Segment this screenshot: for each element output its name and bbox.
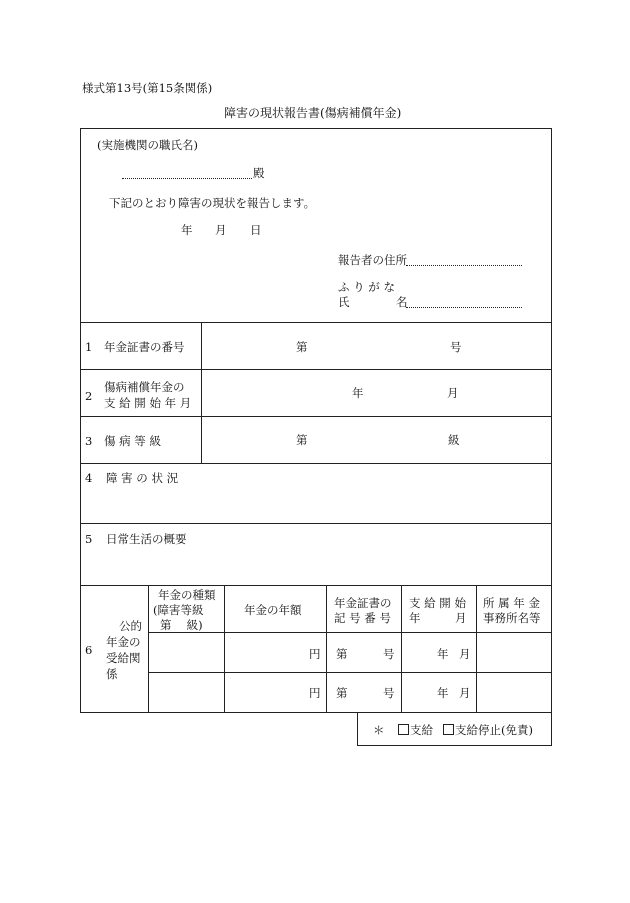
cert-dai: 第 (336, 686, 348, 700)
row-divider (80, 463, 552, 464)
row2-label-line2: 支 給 開 始 年 月 (104, 396, 192, 410)
header-office-line2: 事務所名等 (483, 611, 541, 625)
daily-life-summary-field[interactable] (81, 548, 551, 584)
checkbox-pay[interactable] (398, 724, 409, 735)
row1-label: 年金証書の番号 (104, 340, 185, 354)
payment-start-field[interactable] (202, 370, 551, 416)
row3-dai: 第 (296, 433, 308, 447)
date-month-label: 月 (215, 223, 227, 237)
row6-label-line4: 係 (106, 667, 118, 681)
cert-go: 号 (383, 686, 395, 700)
header-pension-type-line1: 年金の種類 (158, 588, 216, 602)
office-name-field[interactable] (477, 673, 551, 712)
row1-go: 号 (450, 340, 462, 354)
row5-number: 5 (85, 532, 93, 546)
row3-kyu: 級 (448, 433, 460, 447)
yen-unit: 円 (309, 686, 321, 700)
row1-dai: 第 (296, 340, 308, 354)
address-label: 報告者の住所 (338, 253, 407, 267)
row6-label-line2: 年金の (106, 635, 141, 649)
name-label-2: 名 (396, 295, 408, 309)
header-pension-type-line2: (障害等級 (153, 603, 204, 617)
disability-status-field[interactable] (81, 486, 551, 522)
date-year-label: 年 (181, 223, 193, 237)
row2-year: 年 (352, 386, 364, 400)
agency-label: (実施機関の職氏名) (97, 138, 198, 152)
option-stop[interactable] (443, 723, 533, 737)
header-start-line2: 年 月 (409, 611, 467, 625)
agency-name-field[interactable] (122, 178, 252, 179)
header-pension-type-line3: 第 級) (160, 618, 203, 632)
start-year: 年 (437, 686, 449, 700)
address-field[interactable] (406, 265, 522, 266)
row1-number: 1 (85, 340, 93, 354)
header-cert-number-line1: 年金証書の (334, 596, 392, 610)
yen-unit: 円 (309, 647, 321, 661)
checkbox-stop[interactable] (443, 724, 454, 735)
name-field[interactable] (406, 307, 522, 308)
option-stop-label: 支給停止(免責) (455, 723, 533, 737)
document-title: 障害の現状報告書(傷病補償年金) (224, 106, 402, 120)
report-statement: 下記のとおり障害の現状を報告します。 (109, 196, 316, 210)
header-annual-amount: 年金の年額 (244, 603, 302, 617)
row5-label: 日常生活の概要 (106, 532, 187, 546)
header-cert-number-line2: 記 号 番 号 (334, 611, 391, 625)
start-month: 月 (459, 647, 471, 661)
header-office-line1: 所 属 年 金 (483, 596, 540, 610)
furigana-label: ふ り が な (338, 280, 395, 294)
option-pay[interactable] (398, 723, 433, 737)
row-divider (80, 523, 552, 524)
asterisk-mark: ＊ (373, 723, 385, 737)
row2-number: 2 (85, 389, 93, 403)
dono-text: 殿 (253, 166, 265, 180)
header-start-line1: 支 給 開 始 (409, 596, 466, 610)
form-number: 様式第13号(第15条関係) (82, 81, 213, 95)
row6-label-line1: 公的 (119, 619, 142, 633)
row4-number: 4 (85, 471, 93, 485)
row3-number: 3 (85, 434, 93, 448)
pension-type-field[interactable] (149, 633, 223, 672)
name-label-1: 氏 (338, 295, 350, 309)
pension-certificate-number-field[interactable] (202, 323, 551, 369)
office-name-field[interactable] (477, 633, 551, 672)
row3-label: 傷 病 等 級 (104, 434, 161, 448)
row-divider (80, 585, 552, 586)
start-year: 年 (437, 647, 449, 661)
cert-go: 号 (383, 647, 395, 661)
row4-label: 障 害 の 状 況 (106, 471, 179, 485)
row2-label-line1: 傷病補償年金の (104, 380, 185, 394)
row6-label-line3: 受給関 (106, 651, 141, 665)
option-pay-label: 支給 (410, 723, 433, 737)
injury-grade-field[interactable] (202, 417, 551, 463)
cert-dai: 第 (336, 647, 348, 661)
row6-number: 6 (85, 643, 93, 657)
date-day-label: 日 (250, 223, 262, 237)
pension-type-field[interactable] (149, 673, 223, 712)
row2-month: 月 (447, 386, 459, 400)
start-month: 月 (459, 686, 471, 700)
